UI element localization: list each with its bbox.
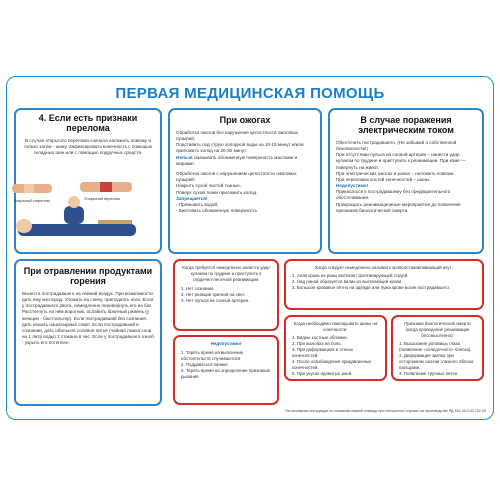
burns-p6: Поверх сухой ткани приложить холод. [176,189,258,195]
footer-note: На основании инструкции по оказанию первой помощи при несчастных случаях на производстве РД 153-34.0-03.702-99 [285,409,486,413]
death-heading: Признаки биологической смерти (когда проведение реанимации бессмысленно): [404,321,471,338]
tourniquet-card [284,259,484,310]
heart-card [173,259,279,331]
forbidden-item: 3. Терять время на определение признаков дыхания [181,367,270,379]
burns-heading: При ожогах [219,115,271,125]
burns-card [168,108,322,254]
open-fracture-label: Открытый перелом [84,196,120,201]
burns-p4: Обработка ожогов с нарушением целостности ожоговых пузырей: [176,171,297,183]
death-signs-card [391,315,484,381]
electric-p3: При электрических ожогах и ранах – наложить повязки. [336,170,455,176]
burns-no-label: Нельзя [176,154,193,160]
forbidden-item: 1. Терять время на выяснение обстоятельств случившегося [181,349,244,361]
poisoning-card [14,259,162,406]
electric-heading: В случае поражения электрическим током [358,115,454,135]
heart-item: 3. Нет пульса на сонной артерии. [181,297,250,303]
burns-f2: - Бинтовать обожженную поверхность [176,208,258,214]
forbidden-card [173,335,279,405]
tourniquet-item: 3. Большое кровавое пятно на одежде или лужа крови возле пострадавшего. [292,284,451,290]
splints-item: 5. При укусах ядовитых змей. [292,370,353,376]
splints-heading: Когда необходимо накладывать шины на конечности: [293,321,378,332]
burns-forbidden: Запрещается! [176,195,208,201]
tourniquet-item: 2. Над раной образуется валик из вытекающей крови. [292,278,403,284]
electric-p5: Прикасаться к пострадавшему без предварительного обесточивания. [336,189,451,201]
death-item: 2. Деформация зрачка при осторожном сжатии глазного яблока пальцами. [399,352,474,370]
heart-item: 1. Нет сознания. [181,285,215,291]
open-fracture-arm-icon [80,182,132,192]
electric-p6: Прекращать реанимационные мероприятия до появления признаков биологической смерти. [336,201,461,213]
burns-p2: Подставить под струю холодной воды на 10-15 минут и/или приложить холод на 20-30 минут. [176,142,304,154]
splints-item: 1. Видны костные обломки. [292,334,348,340]
forbidden-heading: Недопустимо! [210,341,242,346]
burns-p3: смазывать обожженную поверхность маслами и жирами! [176,154,298,166]
burns-f1: - Промывать водой. [176,201,219,207]
forbidden-item: 2. Поддаваться панике [181,361,228,367]
poisoning-heading: При отравлении продуктами горения [23,266,153,286]
splints-item: 3. При деформациях и отеках конечностей. [292,346,353,358]
death-item: 1. Высыхание роговицы глаза (появление «селедочного» блеска). [399,340,472,352]
electric-forbidden: Недопустимо! [336,183,369,189]
burns-p5: Накрыть сухой чистой тканью. [176,183,241,189]
burns-p1: Обработка ожогов без нарушения целостности ожоговых пузырей: [176,129,299,142]
page-title: ПЕРВАЯ МЕДИЦИНСКАЯ ПОМОЩЬ [115,85,385,102]
heart-heading: Когда требуется немедленно нанести удар кулаком по грудине и приступить к сердечно-легочной реанимации: [182,265,270,282]
fracture-heading: 4. Если есть признаки перелома [38,113,138,133]
electric-p4: При переломах костей конечностей – шины. [336,176,431,182]
electric-p2: При отсутствии пульса на сонной артерии – нанести удар кулаком по грудине и приступить к реанимации. При коме — повернуть на живот. [336,152,466,170]
tourniquet-item: 1. Алая кровь из раны вытекает фонтанирующей струей. [292,272,409,278]
death-item: 3. Появление трупных пятен. [399,370,459,376]
splints-item: 2. При жалобах на боль. [292,340,342,346]
electric-p1: Обесточить пострадавшего. (Не забывай о собственной безопасности!) [336,139,457,151]
poisoning-text: Вынести пострадавшего на свежий воздух. При возможности дать ему кислород. Уложить на спину, приподнять ноги. Если у пострадавшего рвота, немедленно перевернуть его на бок. Расстегнуть на нём воротник, ослабить брючный ремень (у женщин - бюстгальтер). Если пострадавший без сознания, дать нюхать нашатырный спирт. Если пострадавший в сознании, дать обильное солевое питьё (чайная ложка соли на 1 литр воды) 2 стакана в час. Если у пострадавшего озноб - укрыть его потеплее. [22,290,154,346]
splints-card [284,315,387,381]
closed-fracture-arm-icon [12,184,52,193]
fracture-text: В случае открытого перелома сначала наложить повязку и только затем - шину. Зафиксировать конечность с помощью складных шин или с помощью подручных средств. [23,137,153,156]
closed-fracture-label: Закрытый перелом [14,198,50,203]
heart-item: 2. Нет реакции зрачков на свет. [181,291,246,297]
splints-item: 4. После освобождения придавленных конечностей. [292,358,372,370]
fracture-illustration [8,178,142,248]
electric-card [328,108,484,254]
tourniquet-heading: Когда следует немедленно наложить кровоостанавливающий жгут: [315,265,453,270]
